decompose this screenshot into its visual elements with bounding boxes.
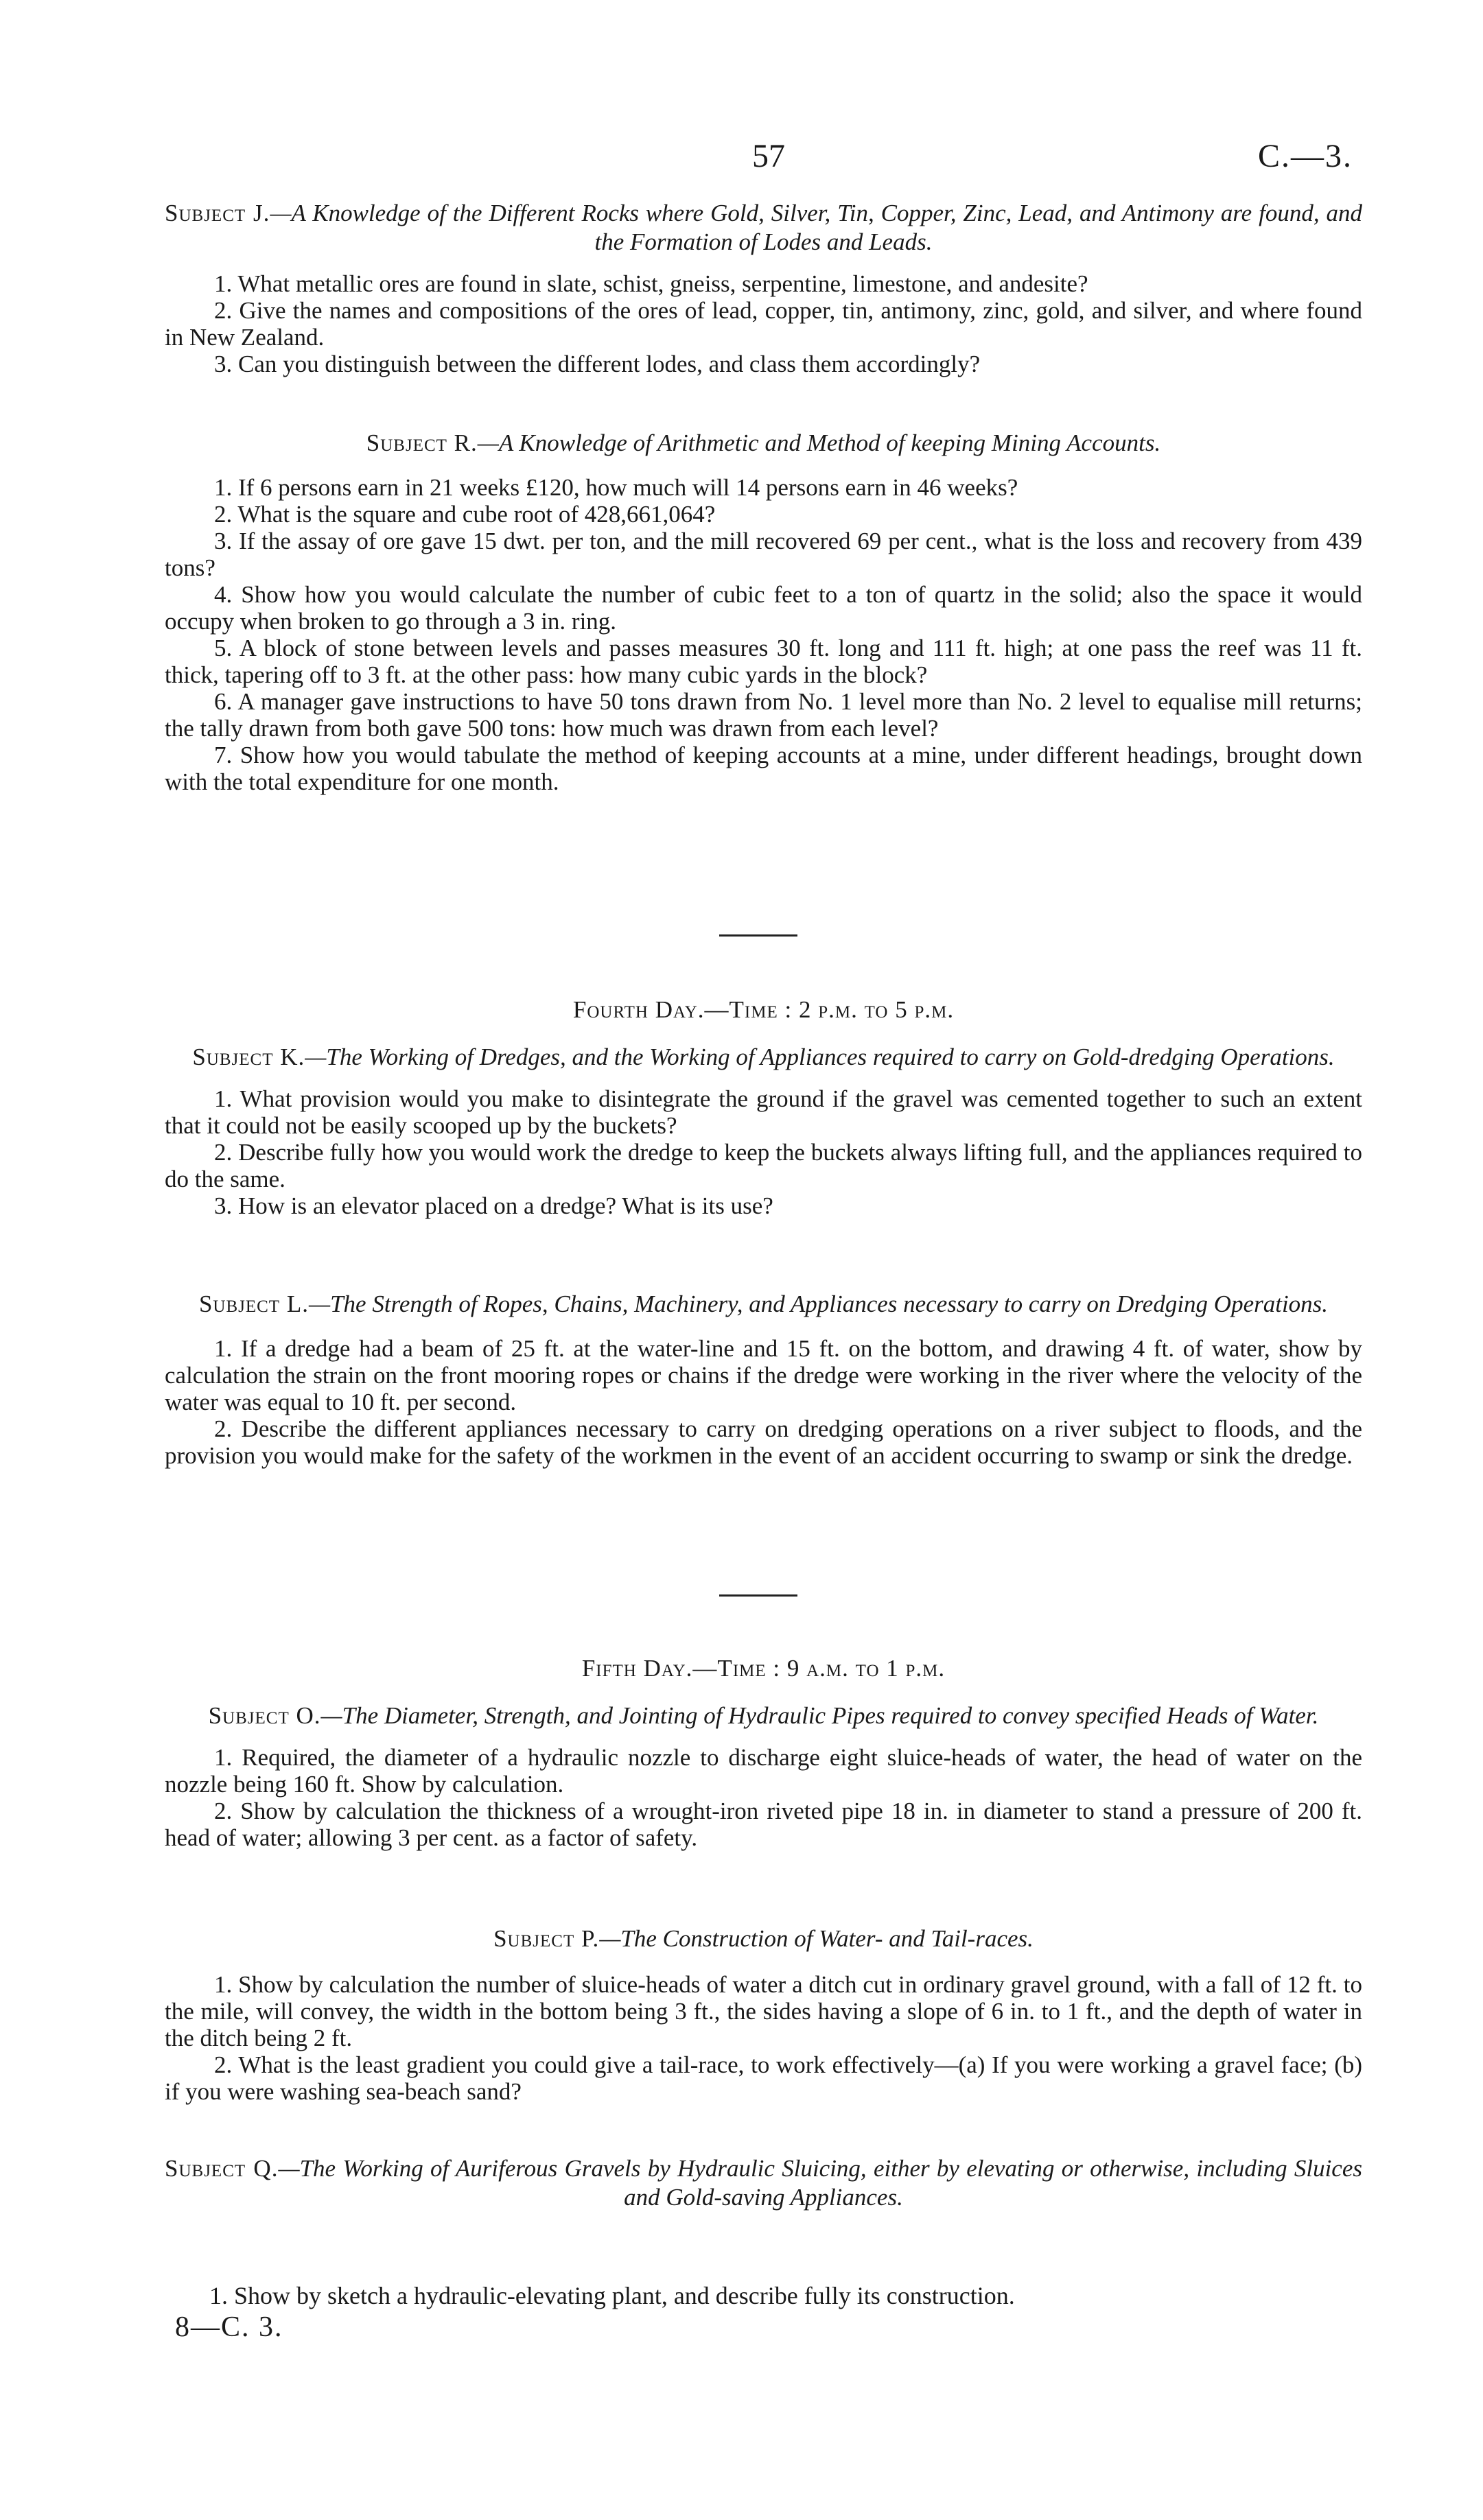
- section-p: [165, 1924, 1362, 2105]
- section-l-title: —The Strength of Ropes, Chains, Machinery, and Appliances necessary to carry on Dredging Operations.: [308, 1291, 1329, 1317]
- page-number: 57: [752, 138, 785, 174]
- section-r-label: Subject R.: [366, 429, 478, 456]
- section-r: [165, 429, 1362, 795]
- section-j-label: Subject J.: [165, 200, 270, 226]
- question: 6. A manager gave instructions to have 50 tons drawn from No. 1 level more than No. 2 level to equalise mill returns; the tally drawn from both gave 500 tons: how much was drawn from each level?: [165, 688, 1362, 742]
- fourth-day-heading: Fourth Day.—Time : 2 p.m. to 5 p.m.: [572, 996, 955, 1023]
- section-j: [165, 199, 1362, 377]
- section-o: [165, 1701, 1362, 1851]
- section-l-heading: [165, 1290, 1362, 1319]
- question: 2. What is the least gradient you could give a tail-race, to work effectively—(a) If you were working a gravel face; (b) if you were washing sea-beach sand?: [165, 2051, 1362, 2105]
- section-divider: [719, 934, 797, 937]
- question: 1. If 6 persons earn in 21 weeks £120, how much will 14 persons earn in 46 weeks?: [214, 474, 1018, 501]
- question: 4. Show how you would calculate the number of cubic feet to a ton of quartz in the solid; also the space it would occupy when broken to go through a 3 in. ring.: [165, 581, 1362, 635]
- sheet-signature: 8—C. 3.: [175, 2311, 283, 2343]
- section-k-title: —The Working of Dredges, and the Working of Appliances required to carry on Gold-dredging Operations.: [305, 1044, 1335, 1070]
- section-r-heading: [165, 429, 1362, 458]
- question: 1. Required, the diameter of a hydraulic nozzle to discharge eight sluice-heads of water, the head of water on the nozzle being 160 ft. Show by calculation.: [165, 1744, 1362, 1798]
- question: 7. Show how you would tabulate the method of keeping accounts at a mine, under different headings, brought down with the total expenditure for one month.: [165, 742, 1362, 795]
- question: 1. What provision would you make to disintegrate the ground if the gravel was cemented together to such an extent that it could not be easily scooped up by the buckets?: [165, 1085, 1362, 1139]
- question: 1. Show by calculation the number of sluice-heads of water a ditch cut in ordinary gravel ground, with a fall of 12 ft. to the mile, will convey, the width in the bottom being 3 ft., the sides having a slope of 6 in. to 1 ft., and the depth of water in the ditch being 2 ft.: [165, 1971, 1362, 2051]
- section-k: [165, 1043, 1362, 1219]
- question: 5. A block of stone between levels and passes measures 30 ft. long and 111 ft. high; at one pass the reef was 11 ft. thick, tapering off to 3 ft. at the other pass: how many cubic yards in the block?: [165, 635, 1362, 688]
- fifth-day: [165, 1655, 1362, 1682]
- section-q: [165, 2154, 1362, 2212]
- question: 2. What is the square and cube root of 428,661,064?: [214, 501, 716, 528]
- section-k-label: Subject K.: [192, 1044, 305, 1070]
- section-divider: [719, 1594, 797, 1597]
- section-l-label: Subject L.: [198, 1291, 309, 1317]
- section-q-heading: [165, 2154, 1362, 2212]
- section-k-heading: [165, 1043, 1362, 1072]
- section-q-label: Subject Q.: [165, 2155, 279, 2182]
- question: 2. Describe fully how you would work the dredge to keep the buckets always lifting full, and the appliances required to do the same.: [165, 1139, 1362, 1192]
- page-footer: [175, 2281, 1015, 2342]
- section-p-label: Subject P.: [493, 1925, 600, 1952]
- question: 3. Can you distinguish between the different lodes, and class them accordingly?: [214, 351, 981, 377]
- section-j-title: —A Knowledge of the Different Rocks where Gold, Silver, Tin, Copper, Zinc, Lead, and Antimony are found, and the Formation of Lodes and Leads.: [270, 200, 1362, 255]
- section-r-title: —A Knowledge of Arithmetic and Method of keeping Mining Accounts.: [477, 429, 1161, 456]
- question: 3. If the assay of ore gave 15 dwt. per ton, and the mill recovered 69 per cent., what is the loss and recovery from 439 tons?: [165, 528, 1362, 581]
- question: 1. What metallic ores are found in slate, schist, gneiss, serpentine, limestone, and andesite?: [214, 270, 1088, 297]
- section-o-heading: [165, 1701, 1362, 1730]
- section-p-title: —The Construction of Water- and Tail-races.: [599, 1925, 1034, 1952]
- section-q-title: —The Working of Auriferous Gravels by Hydraulic Sluicing, either by elevating or otherwise, including Sluices and Gold-saving Appliances.: [278, 2155, 1362, 2211]
- question: 2. Describe the different appliances necessary to carry on dredging operations on a river subject to floods, and the provision you would make for the safety of the workmen in the event of an accident occurring to swamp or sink the dredge.: [165, 1415, 1362, 1469]
- question: 2. Show by calculation the thickness of a wrought-iron riveted pipe 18 in. in diameter to stand a pressure of 200 ft. head of water; allowing 3 per cent. as a factor of safety.: [165, 1798, 1362, 1851]
- question: 3. How is an elevator placed on a dredge? What is its use?: [214, 1192, 773, 1219]
- question: 1. Show by sketch a hydraulic-elevating plant, and describe fully its construction.: [209, 2282, 1015, 2309]
- question: 2. Give the names and compositions of the ores of lead, copper, tin, antimony, zinc, gold, and silver, and where found in New Zealand.: [165, 297, 1362, 351]
- document-reference: C.—3.: [1257, 138, 1353, 174]
- section-l: [165, 1290, 1362, 1469]
- fourth-day: [165, 996, 1362, 1024]
- question: 1. If a dredge had a beam of 25 ft. at the water-line and 15 ft. on the bottom, and drawing 4 ft. of water, show by calculation the strain on the front mooring ropes or chains if the dredge were working in the river where the velocity of the water was equal to 10 ft. per second.: [165, 1335, 1362, 1415]
- section-o-title: —The Diameter, Strength, and Jointing of Hydraulic Pipes required to convey specified Heads of Water.: [320, 1702, 1319, 1729]
- fifth-day-heading: Fifth Day.—Time : 9 a.m. to 1 p.m.: [581, 1655, 946, 1682]
- section-o-label: Subject O.: [208, 1702, 321, 1729]
- section-j-heading: [165, 199, 1362, 257]
- section-p-heading: [165, 1924, 1362, 1953]
